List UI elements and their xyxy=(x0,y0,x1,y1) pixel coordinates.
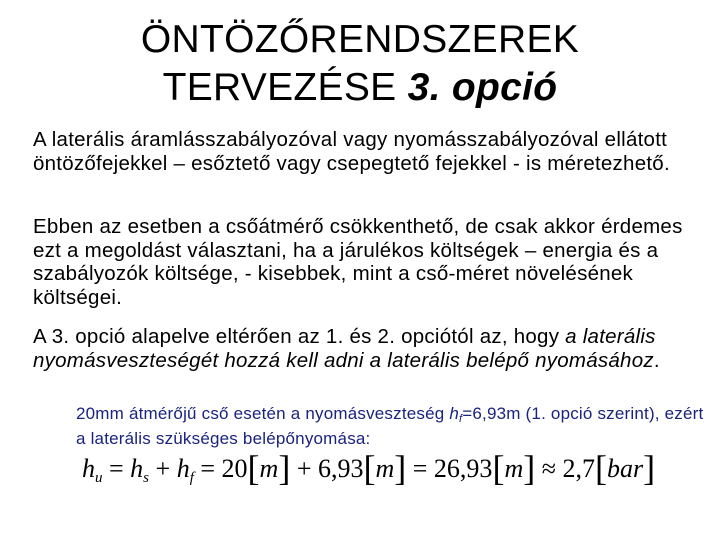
formula-term-2: h xyxy=(176,454,190,483)
sub-variable: h xyxy=(449,404,459,423)
formula-lhs-index: u xyxy=(95,470,103,486)
formula-unit-m-2: m xyxy=(375,454,395,483)
formula-approx: ≈ 2,7 xyxy=(535,454,595,483)
paragraph-3-italic: a laterális nyomásveszteségét hozzá kell adni a laterális belépő nyomásához xyxy=(33,325,656,372)
formula-lhs: h xyxy=(82,454,95,483)
formula-unit-m: m xyxy=(259,454,279,483)
formula-eq: = xyxy=(102,454,131,483)
paragraph-3-start: A 3. opció alapelve eltérően az 1. és 2. opciótól az, hogy xyxy=(33,325,566,348)
bracket-open-icon: [ xyxy=(363,448,376,488)
paragraph-2: Ebben az esetben a csőátmérő csökkenthető, de csak akkor érdemes ezt a megoldást választani, ha a járulékos költségek – energia és a szabályozók költsége, - kisebbek, mint a cső-méret növelésének költségei. xyxy=(33,215,683,309)
bracket-open-icon: [ xyxy=(247,448,260,488)
bracket-close-icon: ] xyxy=(278,448,291,488)
formula-term-1-index: s xyxy=(143,470,150,486)
formula xyxy=(82,450,655,496)
sub-paragraph xyxy=(76,404,706,449)
title-line-2-text: TERVEZÉSE xyxy=(162,66,408,109)
sub-variable-index: f xyxy=(458,413,463,425)
formula-unit-m-3: m xyxy=(504,454,524,483)
bracket-close-icon: ] xyxy=(523,448,536,488)
title-option: 3. opció xyxy=(407,66,558,109)
paragraph-3 xyxy=(33,325,698,372)
formula-term-1: h xyxy=(130,454,144,483)
sub-start: 20mm átmérőjű cső esetén a nyomásveszteség xyxy=(76,404,450,423)
formula-plus: + xyxy=(149,454,177,483)
slide-title xyxy=(0,16,720,112)
paragraph-3-end: . xyxy=(653,348,660,372)
formula-eq-3: = 26,93 xyxy=(406,454,493,483)
formula-term-2-index: f xyxy=(189,470,194,486)
bracket-open-icon: [ xyxy=(492,448,505,488)
formula-eq-2: = 20 xyxy=(193,454,248,483)
sub-end: =6,93m (1. opció szerint), ezért a laterális szükséges belépőnyomása: xyxy=(76,404,704,448)
paragraph-1: A laterális áramlásszabályozóval vagy nyomásszabályozóval ellátott öntözőfejekkel – esőztető vagy csepegtető fejekkel - is méretezhető. xyxy=(33,128,670,175)
title-line-2 xyxy=(0,64,720,112)
bracket-close-icon: ] xyxy=(643,448,656,488)
bracket-close-icon: ] xyxy=(394,448,407,488)
formula-plus-2: + 6,93 xyxy=(290,454,364,483)
formula-unit-bar: bar xyxy=(607,454,644,483)
title-line-1: ÖNTÖZŐRENDSZEREK xyxy=(140,18,580,61)
bracket-open-icon: [ xyxy=(595,448,607,488)
